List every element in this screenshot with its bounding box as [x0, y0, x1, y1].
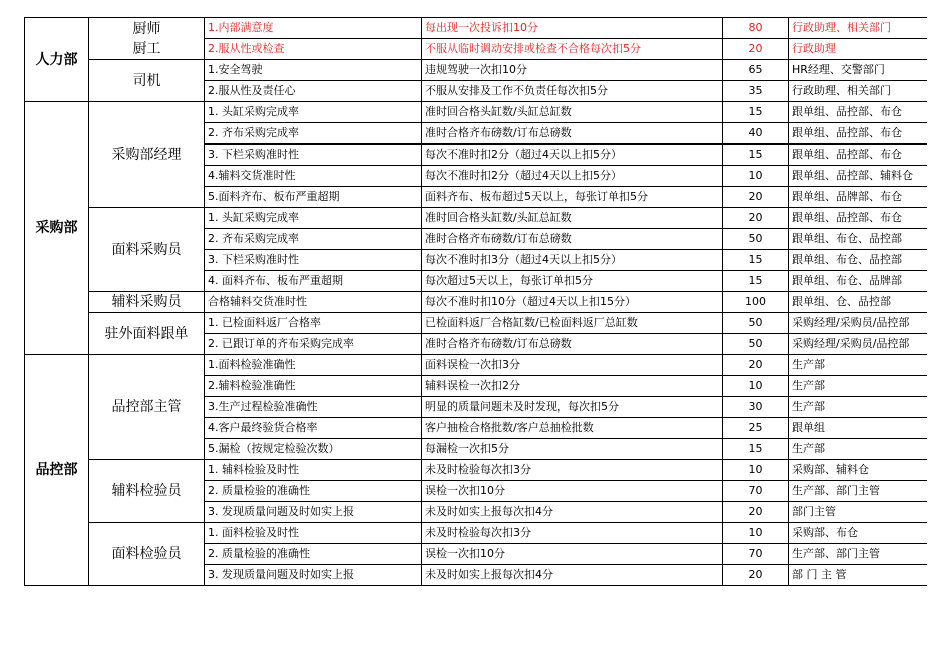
standard-cell: 每次不准时扣2分（超过4天以上扣5分） — [422, 166, 723, 187]
indicator-cell: 1.安全驾驶 — [205, 60, 422, 81]
indicator-cell: 1. 已检面料返厂合格率 — [205, 313, 422, 334]
responsible-cell: 采购部、辅料仓 — [789, 460, 927, 481]
score-cell: 20 — [723, 39, 789, 60]
table-row — [25, 460, 927, 481]
score-cell: 25 — [723, 418, 789, 439]
score-cell: 35 — [723, 81, 789, 102]
indicator-cell: 4. 面料齐布、板布严重超期 — [205, 271, 422, 292]
responsible-cell: 跟单组、品牌部、布仓 — [789, 187, 927, 208]
position-cell — [89, 208, 205, 292]
position-cell — [89, 292, 205, 313]
score-cell: 10 — [723, 523, 789, 544]
responsible-cell: 跟单组、布仓、品控部 — [789, 229, 927, 250]
score-cell: 40 — [723, 123, 789, 145]
standard-cell: 每次不准时扣10分（超过4天以上扣15分） — [422, 292, 723, 313]
table-row — [25, 18, 927, 39]
indicator-cell: 2.服从性及责任心 — [205, 81, 422, 102]
kpi-table — [24, 17, 927, 586]
responsible-cell: 采购经理/采购员/品控部 — [789, 334, 927, 355]
score-cell: 15 — [723, 250, 789, 271]
position-cell — [89, 60, 205, 102]
responsible-cell: 跟单组、品控部、布仓 — [789, 123, 927, 145]
responsible-cell: 生产部 — [789, 439, 927, 460]
indicator-cell: 合格辅料交货准时性 — [205, 292, 422, 313]
responsible-cell: 行政助理 — [789, 39, 927, 60]
score-cell: 10 — [723, 460, 789, 481]
score-cell: 65 — [723, 60, 789, 81]
responsible-cell: 生产部 — [789, 376, 927, 397]
table-row — [25, 60, 927, 81]
score-cell: 15 — [723, 102, 789, 123]
standard-cell: 准时合格齐布磅数/订布总磅数 — [422, 334, 723, 355]
position-cell — [89, 102, 205, 208]
indicator-cell: 2.辅料检验准确性 — [205, 376, 422, 397]
score-cell: 10 — [723, 166, 789, 187]
standard-cell: 未及时检验每次扣3分 — [422, 460, 723, 481]
position-cell — [89, 18, 205, 60]
standard-cell: 准时回合格头缸数/头缸总缸数 — [422, 102, 723, 123]
score-cell: 50 — [723, 334, 789, 355]
department-cell: 采购部 — [25, 102, 89, 355]
score-cell: 20 — [723, 565, 789, 586]
standard-cell: 不服从临时调动安排或检查不合格每次扣5分 — [422, 39, 723, 60]
position-name: 采购部经理 — [111, 146, 182, 163]
responsible-cell: 生产部、部门主管 — [789, 481, 927, 502]
table-row — [25, 102, 927, 123]
responsible-cell: 行政助理、相关部门 — [789, 81, 927, 102]
standard-cell: 面料误检一次扣3分 — [422, 355, 723, 376]
responsible-cell: 跟单组、布仓、品牌部 — [789, 271, 927, 292]
department-cell: 品控部 — [25, 355, 89, 586]
standard-cell: 每次不准时扣3分（超过4天以上扣5分） — [422, 250, 723, 271]
score-cell: 70 — [723, 481, 789, 502]
position-name: 面料采购员 — [111, 241, 182, 258]
position-name: 辅料采购员 — [111, 294, 182, 310]
table-row — [25, 523, 927, 544]
indicator-cell: 4.辅料交货准时性 — [205, 166, 422, 187]
score-cell: 15 — [723, 144, 789, 166]
score-cell: 30 — [723, 397, 789, 418]
indicator-cell: 2. 齐布采购完成率 — [205, 123, 422, 145]
responsible-cell: 跟单组、品控部、布仓 — [789, 102, 927, 123]
responsible-cell: 采购经理/采购员/品控部 — [789, 313, 927, 334]
position-name: 厨师 — [132, 20, 161, 37]
standard-cell: 误检一次扣10分 — [422, 544, 723, 565]
indicator-cell: 3. 下栏采购准时性 — [205, 250, 422, 271]
table-row — [25, 355, 927, 376]
responsible-cell: HR经理、交警部门 — [789, 60, 927, 81]
responsible-cell: 跟单组、仓、品控部 — [789, 292, 927, 313]
indicator-cell: 3. 发现质量问题及时如实上报 — [205, 565, 422, 586]
table-row — [25, 208, 927, 229]
score-cell: 15 — [723, 271, 789, 292]
score-cell: 80 — [723, 18, 789, 39]
responsible-cell: 生产部 — [789, 355, 927, 376]
table-row — [25, 313, 927, 334]
score-cell: 20 — [723, 355, 789, 376]
standard-cell: 每出现一次投诉扣10分 — [422, 18, 723, 39]
score-cell: 50 — [723, 313, 789, 334]
score-cell: 20 — [723, 208, 789, 229]
indicator-cell: 1. 头缸采购完成率 — [205, 208, 422, 229]
responsible-cell: 跟单组、品控部、布仓 — [789, 144, 927, 166]
responsible-cell: 跟单组、品控部、布仓 — [789, 208, 927, 229]
standard-cell: 已检面料返厂合格缸数/已检面料返厂总缸数 — [422, 313, 723, 334]
standard-cell: 每次不准时扣2分（超过4天以上扣5分） — [422, 144, 723, 166]
indicator-cell: 3. 发现质量问题及时如实上报 — [205, 502, 422, 523]
indicator-cell: 1. 面料检验及时性 — [205, 523, 422, 544]
responsible-cell: 采购部、布仓 — [789, 523, 927, 544]
standard-cell: 准时合格齐布磅数/订布总磅数 — [422, 123, 723, 145]
position-cell — [89, 460, 205, 523]
standard-cell: 不服从安排及工作不负责任每次扣5分 — [422, 81, 723, 102]
standard-cell: 未及时检验每次扣3分 — [422, 523, 723, 544]
standard-cell: 未及时如实上报每次扣4分 — [422, 502, 723, 523]
indicator-cell: 2.服从性或检查 — [205, 39, 422, 60]
indicator-cell: 5.漏检（按规定检验次数） — [205, 439, 422, 460]
score-cell: 20 — [723, 187, 789, 208]
responsible-cell: 跟单组、品控部、辅料仓 — [789, 166, 927, 187]
score-cell: 70 — [723, 544, 789, 565]
indicator-cell: 2. 已跟订单的齐布采购完成率 — [205, 334, 422, 355]
standard-cell: 每漏检一次扣5分 — [422, 439, 723, 460]
indicator-cell: 1.面料检验准确性 — [205, 355, 422, 376]
standard-cell: 面料齐布、板布超过5天以上，每张订单扣5分 — [422, 187, 723, 208]
responsible-cell: 生产部、部门主管 — [789, 544, 927, 565]
responsible-cell: 部门主管 — [789, 502, 927, 523]
standard-cell: 准时合格齐布磅数/订布总磅数 — [422, 229, 723, 250]
standard-cell: 客户抽检合格批数/客户总抽检批数 — [422, 418, 723, 439]
position-name: 品控部主管 — [111, 399, 182, 415]
indicator-cell: 2. 质量检验的准确性 — [205, 544, 422, 565]
score-cell: 10 — [723, 376, 789, 397]
position-cell — [89, 355, 205, 460]
score-cell: 15 — [723, 439, 789, 460]
position-name: 驻外面料跟单 — [104, 325, 189, 342]
indicator-cell: 2. 齐布采购完成率 — [205, 229, 422, 250]
responsible-cell: 跟单组 — [789, 418, 927, 439]
position-name: 厨工 — [132, 40, 161, 57]
standard-cell: 未及时如实上报每次扣4分 — [422, 565, 723, 586]
score-cell: 100 — [723, 292, 789, 313]
indicator-cell: 2. 质量检验的准确性 — [205, 481, 422, 502]
indicator-cell: 5.面料齐布、板布严重超期 — [205, 187, 422, 208]
department-cell: 人力部 — [25, 18, 89, 102]
position-name: 司机 — [132, 72, 161, 89]
standard-cell: 违规驾驶一次扣10分 — [422, 60, 723, 81]
indicator-cell: 3.生产过程检验准确性 — [205, 397, 422, 418]
indicator-cell: 1. 头缸采购完成率 — [205, 102, 422, 123]
position-cell — [89, 313, 205, 355]
responsible-cell: 跟单组、布仓、品控部 — [789, 250, 927, 271]
position-cell — [89, 523, 205, 586]
indicator-cell: 3. 下栏采购准时性 — [205, 144, 422, 166]
indicator-cell: 1.内部满意度 — [205, 18, 422, 39]
score-cell: 20 — [723, 502, 789, 523]
indicator-cell: 4.客户最终验货合格率 — [205, 418, 422, 439]
responsible-cell: 生产部 — [789, 397, 927, 418]
standard-cell: 误检一次扣10分 — [422, 481, 723, 502]
standard-cell: 明显的质量问题未及时发现，每次扣5分 — [422, 397, 723, 418]
responsible-cell: 部 门 主 管 — [789, 565, 927, 586]
position-name: 辅料检验员 — [111, 483, 182, 499]
indicator-cell: 1. 辅料检验及时性 — [205, 460, 422, 481]
standard-cell: 辅料误检一次扣2分 — [422, 376, 723, 397]
score-cell: 50 — [723, 229, 789, 250]
standard-cell: 每次超过5天以上，每张订单扣5分 — [422, 271, 723, 292]
responsible-cell: 行政助理、相关部门 — [789, 18, 927, 39]
standard-cell: 准时回合格头缸数/头缸总缸数 — [422, 208, 723, 229]
position-name: 面料检验员 — [111, 546, 182, 562]
table-row — [25, 292, 927, 313]
